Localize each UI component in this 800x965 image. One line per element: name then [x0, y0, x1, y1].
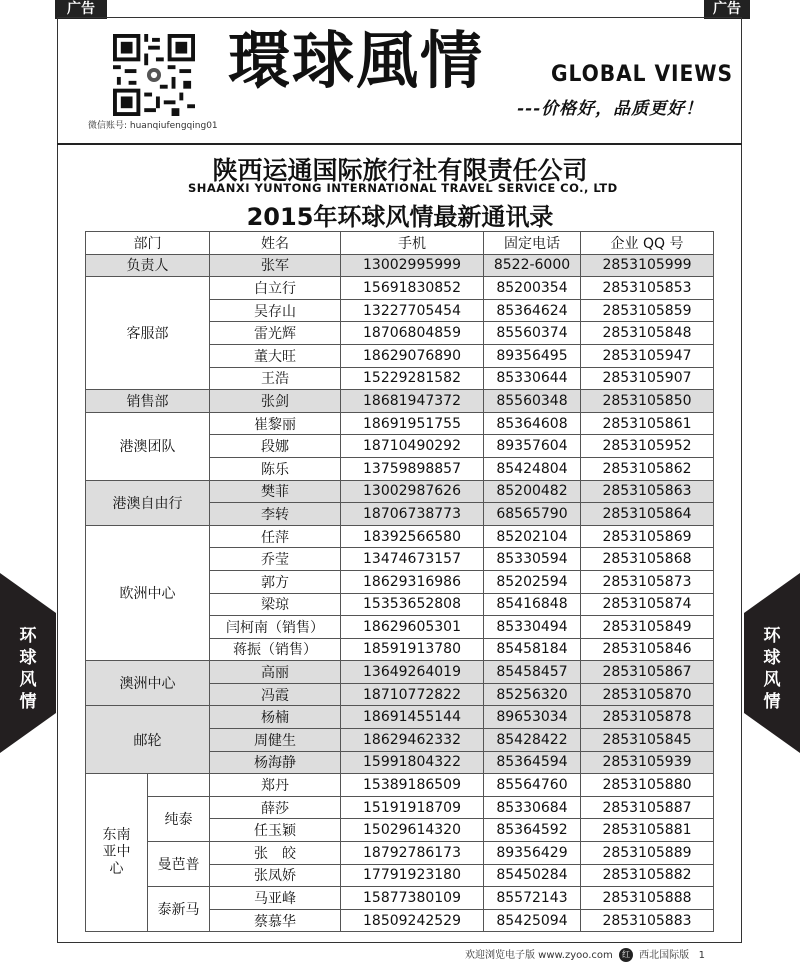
- phone-cell: 85364624: [484, 299, 581, 322]
- phone-cell: 85202594: [484, 570, 581, 593]
- slogan: ---价格好，品质更好！: [517, 99, 704, 119]
- table-row: [86, 842, 714, 865]
- table-row: [86, 412, 714, 435]
- mobile-cell: 18591913780: [341, 638, 484, 661]
- phone-cell: 8522-6000: [484, 254, 581, 277]
- qq-cell: 2853105867: [581, 661, 714, 684]
- mobile-cell: 18629605301: [341, 616, 484, 639]
- qr-code-icon: [113, 34, 195, 116]
- name-cell: 张军: [210, 254, 341, 277]
- mobile-cell: 15877380109: [341, 887, 484, 910]
- phone-cell: 85200354: [484, 277, 581, 300]
- phone-cell: 85458457: [484, 661, 581, 684]
- qq-cell: 2853105870: [581, 683, 714, 706]
- subdept-blank-cell: [148, 774, 210, 797]
- mobile-cell: 18691951755: [341, 412, 484, 435]
- mobile-cell: 18792786173: [341, 842, 484, 865]
- mobile-cell: 15029614320: [341, 819, 484, 842]
- footer-section: 西北国际版: [639, 950, 690, 961]
- name-cell: 白立行: [210, 277, 341, 300]
- phone-cell: 85200482: [484, 480, 581, 503]
- mobile-cell: 15229281582: [341, 367, 484, 390]
- mobile-cell: 13002987626: [341, 480, 484, 503]
- qq-cell: 2853105874: [581, 593, 714, 616]
- phone-cell: 85330684: [484, 796, 581, 819]
- phone-cell: 85364608: [484, 412, 581, 435]
- header-divider: [57, 143, 742, 145]
- qq-cell: 2853105848: [581, 322, 714, 345]
- table-row: [86, 480, 714, 503]
- header-qq: 企业 QQ 号: [581, 232, 714, 255]
- qq-cell: 2853105873: [581, 570, 714, 593]
- name-cell: 陈乐: [210, 457, 341, 480]
- name-cell: 杨楠: [210, 706, 341, 729]
- phone-cell: 85330644: [484, 367, 581, 390]
- qq-cell: 2853105861: [581, 412, 714, 435]
- mobile-cell: 18629462332: [341, 729, 484, 752]
- mobile-cell: 13474673157: [341, 548, 484, 571]
- mobile-cell: 13002995999: [341, 254, 484, 277]
- footer: [465, 946, 705, 962]
- phone-cell: 89653034: [484, 706, 581, 729]
- name-cell: 冯霞: [210, 683, 341, 706]
- side-tab-left: [0, 573, 56, 753]
- phone-cell: 85572143: [484, 887, 581, 910]
- table-row: [86, 661, 714, 684]
- name-cell: 樊菲: [210, 480, 341, 503]
- name-cell: 崔黎丽: [210, 412, 341, 435]
- table-row: [86, 796, 714, 819]
- phone-cell: 85364594: [484, 751, 581, 774]
- side-tab-left-label: 环球风情: [19, 626, 37, 712]
- name-cell: 蔡慕华: [210, 909, 341, 932]
- qq-cell: 2853105850: [581, 390, 714, 413]
- name-cell: 任萍: [210, 525, 341, 548]
- table-row: [86, 254, 714, 277]
- mobile-cell: 15353652808: [341, 593, 484, 616]
- table-row: [86, 774, 714, 797]
- phone-cell: 85364592: [484, 819, 581, 842]
- phone-cell: 85425094: [484, 909, 581, 932]
- dept-cell: 澳洲中心: [86, 661, 210, 706]
- qq-cell: 2853105849: [581, 616, 714, 639]
- mobile-cell: 15191918709: [341, 796, 484, 819]
- name-cell: 张 皎: [210, 842, 341, 865]
- qq-cell: 2853105869: [581, 525, 714, 548]
- subdept-cell: 曼芭普: [148, 842, 210, 887]
- name-cell: 蒋振（销售）: [210, 638, 341, 661]
- mobile-cell: 18509242529: [341, 909, 484, 932]
- dept-cell: [86, 774, 148, 932]
- phone-cell: 85428422: [484, 729, 581, 752]
- dept-cell: 负责人: [86, 254, 210, 277]
- contact-table: [85, 231, 714, 932]
- mobile-cell: 18691455144: [341, 706, 484, 729]
- qq-cell: 2853105883: [581, 909, 714, 932]
- name-cell: 梁琼: [210, 593, 341, 616]
- name-cell: 雷光辉: [210, 322, 341, 345]
- subdept-cell: 纯泰: [148, 796, 210, 841]
- footer-badge-icon: 红: [619, 948, 633, 962]
- footer-text: 欢迎浏览电子版 www.zyoo.com: [465, 950, 613, 961]
- mobile-cell: 13227705454: [341, 299, 484, 322]
- phone-cell: 85458184: [484, 638, 581, 661]
- qq-cell: 2853105999: [581, 254, 714, 277]
- name-cell: 薛莎: [210, 796, 341, 819]
- qq-cell: 2853105952: [581, 435, 714, 458]
- qq-cell: 2853105907: [581, 367, 714, 390]
- name-cell: 马亚峰: [210, 887, 341, 910]
- mobile-cell: 15991804322: [341, 751, 484, 774]
- dept-cell: 客服部: [86, 277, 210, 390]
- phone-cell: 85256320: [484, 683, 581, 706]
- qq-cell: 2853105947: [581, 344, 714, 367]
- name-cell: 段娜: [210, 435, 341, 458]
- table-header-row: [86, 232, 714, 255]
- mobile-cell: 13649264019: [341, 661, 484, 684]
- qq-cell: 2853105864: [581, 503, 714, 526]
- name-cell: 李转: [210, 503, 341, 526]
- english-title: GLOBAL VIEWS: [551, 62, 734, 87]
- phone-cell: 85416848: [484, 593, 581, 616]
- table-row: [86, 277, 714, 300]
- qq-cell: 2853105859: [581, 299, 714, 322]
- name-cell: 王浩: [210, 367, 341, 390]
- qq-cell: 2853105881: [581, 819, 714, 842]
- name-cell: 周健生: [210, 729, 341, 752]
- phone-cell: 89356429: [484, 842, 581, 865]
- dept-cell: 港澳团队: [86, 412, 210, 480]
- header-name: 姓名: [210, 232, 341, 255]
- qq-cell: 2853105845: [581, 729, 714, 752]
- header-phone: 固定电话: [484, 232, 581, 255]
- phone-cell: 85202104: [484, 525, 581, 548]
- phone-cell: 85560374: [484, 322, 581, 345]
- mobile-cell: 18706804859: [341, 322, 484, 345]
- phone-cell: 85564760: [484, 774, 581, 797]
- qq-cell: 2853105889: [581, 842, 714, 865]
- qq-cell: 2853105878: [581, 706, 714, 729]
- phone-cell: 85330594: [484, 548, 581, 571]
- qq-cell: 2853105882: [581, 864, 714, 887]
- brand-logo: 環球風情: [228, 24, 485, 97]
- header-mobile: 手机: [341, 232, 484, 255]
- mobile-cell: 18392566580: [341, 525, 484, 548]
- dept-label-southeast-asia: 东南亚中心: [102, 827, 131, 878]
- mobile-cell: 15691830852: [341, 277, 484, 300]
- mobile-cell: 17791923180: [341, 864, 484, 887]
- qq-cell: 2853105846: [581, 638, 714, 661]
- mobile-cell: 18710490292: [341, 435, 484, 458]
- name-cell: 乔莹: [210, 548, 341, 571]
- qq-cell: 2853105887: [581, 796, 714, 819]
- phone-cell: 85330494: [484, 616, 581, 639]
- phone-cell: 85424804: [484, 457, 581, 480]
- mobile-cell: 18681947372: [341, 390, 484, 413]
- dept-cell: 邮轮: [86, 706, 210, 774]
- company-name-cn: 陕西运通国际旅行社有限责任公司: [212, 156, 588, 185]
- qq-cell: 2853105888: [581, 887, 714, 910]
- table-row: [86, 706, 714, 729]
- name-cell: 吴存山: [210, 299, 341, 322]
- name-cell: 任玉颖: [210, 819, 341, 842]
- name-cell: 张剑: [210, 390, 341, 413]
- name-cell: 闫柯南（销售）: [210, 616, 341, 639]
- dept-cell: 销售部: [86, 390, 210, 413]
- page-number: 1: [698, 950, 706, 961]
- table-row: [86, 887, 714, 910]
- mobile-cell: 18629316986: [341, 570, 484, 593]
- subdept-cell: 泰新马: [148, 887, 210, 932]
- qq-cell: 2853105939: [581, 751, 714, 774]
- phone-cell: 89357604: [484, 435, 581, 458]
- table-row: [86, 390, 714, 413]
- qq-cell: 2853105880: [581, 774, 714, 797]
- mobile-cell: 18710772822: [341, 683, 484, 706]
- mobile-cell: 18629076890: [341, 344, 484, 367]
- mobile-cell: 13759898857: [341, 457, 484, 480]
- name-cell: 杨海静: [210, 751, 341, 774]
- phone-cell: 89356495: [484, 344, 581, 367]
- qq-cell: 2853105863: [581, 480, 714, 503]
- ad-label-right: 广告: [704, 0, 750, 19]
- name-cell: 郭方: [210, 570, 341, 593]
- company-name-en: SHAANXI YUNTONG INTERNATIONAL TRAVEL SERVICE CO., LTD: [188, 181, 618, 195]
- ad-label-left: 广告: [55, 0, 107, 19]
- name-cell: 高丽: [210, 661, 341, 684]
- name-cell: 董大旺: [210, 344, 341, 367]
- side-tab-right-label: 环球风情: [763, 626, 781, 712]
- directory-title: 2015年环球风情最新通讯录: [246, 203, 554, 231]
- qq-cell: 2853105868: [581, 548, 714, 571]
- phone-cell: 85560348: [484, 390, 581, 413]
- qq-cell: 2853105853: [581, 277, 714, 300]
- phone-cell: 85450284: [484, 864, 581, 887]
- header-dept: 部门: [86, 232, 210, 255]
- dept-cell: 港澳自由行: [86, 480, 210, 525]
- name-cell: 郑丹: [210, 774, 341, 797]
- qr-caption: 微信账号: huanqiufengqing01: [88, 121, 218, 131]
- mobile-cell: 15389186509: [341, 774, 484, 797]
- mobile-cell: 18706738773: [341, 503, 484, 526]
- phone-cell: 68565790: [484, 503, 581, 526]
- side-tab-right: [744, 573, 800, 753]
- dept-cell: 欧洲中心: [86, 525, 210, 661]
- table-row: [86, 525, 714, 548]
- qq-cell: 2853105862: [581, 457, 714, 480]
- name-cell: 张凤娇: [210, 864, 341, 887]
